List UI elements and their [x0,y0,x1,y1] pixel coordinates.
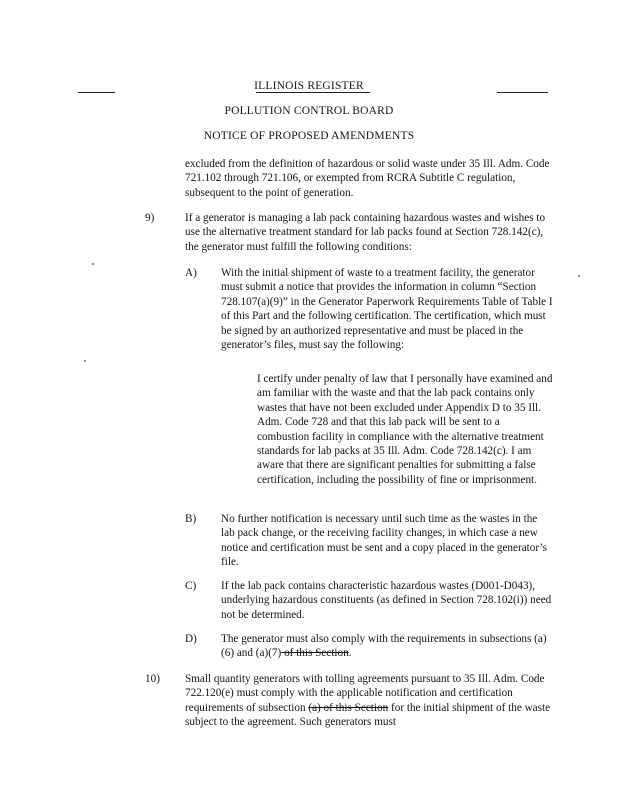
item-10-number: 10) [145,673,160,685]
item-9b-label: B) [185,513,197,525]
header-rule-left [78,92,115,93]
notice-title: NOTICE OF PROPOSED AMENDMENTS [203,130,415,142]
item-9a-text: With the initial shipment of waste to a treatment facility, the generator must submit a notice that provides the information in column “Section 728.107(a)(9)” in the Generator Paperwork Requirements Table of Table I of this Part and the following certification. The certification, which must be signed by an authorized representative and must be placed in the generator’s files, must say the following: [221,267,553,352]
deleted-text: of this Section [281,647,349,660]
certification-statement: I certify under penalty of law that I personally have examined and am familiar with the waste and that the lab pack contains only wastes that have not been excluded under Appendix D to 35 Ill. Adm. Code 728 and that this lab pack will be sent to a combustion facility in compliance with the alternative treatment standards for lab packs at 35 Ill. Adm. Code 728.142(c). I am aware that there are significant penalties for submitting a false certification, including the possibility of fine or imprisonment. [257,373,553,486]
register-title: ILLINOIS REGISTER [254,80,364,92]
intro-paragraph: excluded from the definition of hazardous or solid waste under 35 Ill. Adm. Code 721.102 through 721.106, or exempted from RCRA Subtitle C regulation, subsequent to the point of generation. [185,158,550,199]
item-9b-text: No further notification is necessary until such time as the wastes in the lab pack change, or the receiving facility changes, in which case a new notice and certification must be sent and a copy placed in the generator’s file. [221,513,547,569]
item-10-text: Small quantity generators with tolling agreements pursuant to 35 Ill. Adm. Code 722.120(e) must comply with the applicable notification and certification requirements of subsection (a) of this Section for the initial shipment of the waste subject to the agreement. Such generators must [185,673,551,729]
item-9c-label: C) [185,580,197,592]
item-9d-text: The generator must also comply with the requirements in subsections (a)(6) and (a)(7) of this Section. [221,633,547,660]
header-rule-right [497,92,548,93]
item-9c-text: If the lab pack contains characteristic hazardous wastes (D001-D043), underlying hazardous constituents (as defined in Section 728.102(i)) need not be determined. [221,580,552,621]
scan-speck [84,360,86,362]
item-9a-label: A) [185,267,197,279]
item-9d-label: D) [185,633,197,645]
deleted-text: (a) of this Section [308,701,389,714]
header-rule-center [256,92,370,93]
scan-speck [92,263,94,265]
item-9-number: 9) [145,212,155,224]
board-title: POLLUTION CONTROL BOARD [224,105,394,117]
item-9-text: If a generator is managing a lab pack containing hazardous wastes and wishes to use the alternative treatment standard for lab packs found at Section 728.142(c), the generator must fulfill the following conditions: [185,212,546,253]
scan-speck [578,275,580,277]
